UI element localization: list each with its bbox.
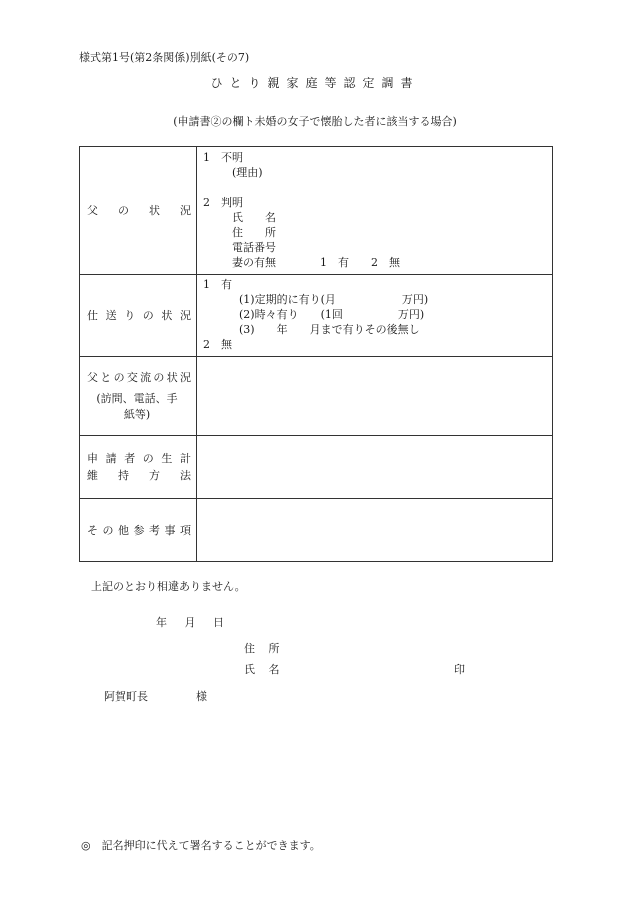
label-char: 父 bbox=[87, 204, 98, 217]
row-father-status bbox=[80, 147, 553, 275]
option-known: 2 判明 bbox=[203, 196, 243, 209]
address-label: 住 所 bbox=[232, 226, 276, 239]
label-char: 申 bbox=[87, 452, 98, 465]
address-line[interactable]: 住 所 bbox=[244, 642, 280, 655]
label-char: 送 bbox=[105, 309, 117, 322]
label-char: の bbox=[142, 309, 154, 322]
label-char: 生 bbox=[161, 452, 173, 465]
addressee: 阿賀町長 bbox=[104, 690, 148, 703]
field-contact[interactable] bbox=[197, 357, 553, 436]
footnote: ◎ 記名押印に代えて署名することができます。 bbox=[81, 839, 321, 852]
field-livelihood[interactable] bbox=[197, 436, 553, 499]
label-char: 維 bbox=[87, 469, 98, 482]
field-father-status[interactable] bbox=[197, 147, 553, 275]
label-char: り bbox=[124, 309, 136, 322]
label-char: の bbox=[102, 523, 114, 537]
name-line[interactable]: 氏 名 bbox=[244, 663, 280, 676]
addressee-honorific: 様 bbox=[196, 690, 207, 703]
label-char: の bbox=[153, 371, 165, 384]
label-char: 他 bbox=[118, 523, 129, 537]
option-no: 2 無 bbox=[203, 338, 232, 351]
spouse-label: 妻の有無 1 有 2 無 bbox=[232, 256, 400, 269]
report-table bbox=[79, 146, 553, 562]
label-char: 交 bbox=[126, 371, 138, 384]
label-char: 仕 bbox=[87, 309, 98, 322]
option-yes: 1 有 bbox=[203, 278, 232, 291]
label-char: 状 bbox=[166, 371, 178, 384]
label-remittance bbox=[80, 275, 197, 357]
label-char: 計 bbox=[179, 452, 191, 465]
label-livelihood bbox=[80, 436, 197, 499]
label-contact-sub: (訪問、電話、手紙等) bbox=[96, 392, 178, 421]
label-father-status bbox=[80, 147, 197, 275]
row-remarks bbox=[80, 499, 553, 562]
label-char: の bbox=[142, 452, 154, 465]
label-char: の bbox=[113, 371, 125, 384]
option-regular: (1)定期的に有り(月 万円) bbox=[239, 293, 429, 306]
label-char: 況 bbox=[180, 204, 191, 217]
label-char: 考 bbox=[149, 523, 160, 537]
label-char: そ bbox=[87, 523, 98, 537]
label-char: 者 bbox=[124, 452, 136, 465]
label-char: 況 bbox=[179, 309, 191, 322]
label-remarks bbox=[80, 499, 197, 562]
label-char: 持 bbox=[118, 469, 129, 482]
option-until: (3) 年 月まで有りその後無し bbox=[239, 323, 420, 336]
label-char: 請 bbox=[105, 452, 117, 465]
name-label: 氏 名 bbox=[232, 211, 276, 224]
confirm-statement: 上記のとおり相違ありません。 bbox=[91, 580, 246, 593]
form-number: 様式第1号(第2条関係)別紙(その7) bbox=[79, 51, 250, 64]
field-remarks[interactable] bbox=[197, 499, 553, 562]
label-char: 事 bbox=[164, 523, 176, 537]
label-char: 流 bbox=[140, 371, 152, 384]
label-char: 法 bbox=[180, 469, 191, 482]
row-livelihood bbox=[80, 436, 553, 499]
date-line[interactable]: 年 月 日 bbox=[156, 616, 224, 629]
field-remittance[interactable] bbox=[197, 275, 553, 357]
phone-label: 電話番号 bbox=[232, 241, 276, 254]
label-char: の bbox=[118, 204, 129, 217]
label-char: と bbox=[100, 371, 112, 384]
seal-mark: 印 bbox=[454, 663, 465, 676]
option-unknown: 1 不明 bbox=[203, 151, 243, 164]
row-remittance bbox=[80, 275, 553, 357]
label-char: 状 bbox=[161, 309, 173, 322]
row-contact bbox=[80, 357, 553, 436]
label-contact bbox=[80, 357, 197, 436]
document-title: ひとり親家庭等認定調書 bbox=[210, 76, 420, 90]
label-char: 状 bbox=[149, 204, 160, 217]
label-char: 方 bbox=[149, 469, 160, 482]
option-occasional: (2)時々有り (1回 万円) bbox=[239, 308, 425, 321]
label-char: 項 bbox=[180, 523, 191, 537]
label-char: 参 bbox=[133, 523, 145, 537]
reason-label: (理由) bbox=[232, 166, 263, 179]
label-char: 況 bbox=[179, 371, 191, 384]
label-char: 父 bbox=[87, 371, 98, 384]
document-subtitle: (申請書②の欄ト未婚の女子で懐胎した者に該当する場合) bbox=[173, 115, 457, 128]
